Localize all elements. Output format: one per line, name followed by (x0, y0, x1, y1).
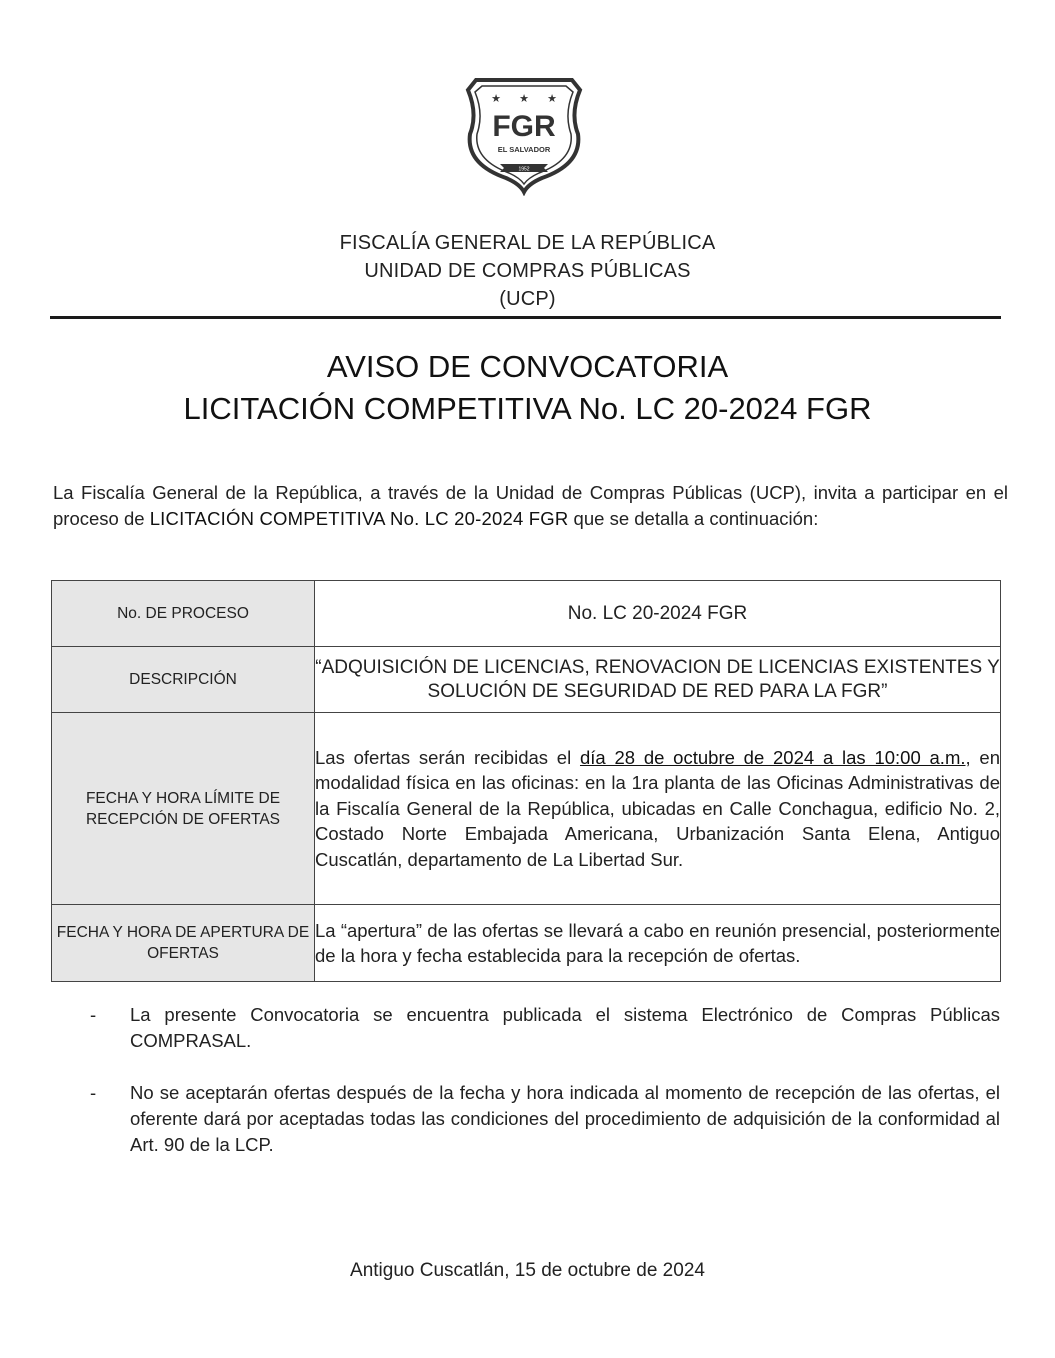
star-icon: ★ (519, 93, 529, 105)
svg-text:FGR: FGR (492, 110, 556, 143)
document-subtitle: LICITACIÓN COMPETITIVA No. LC 20-2024 FGR (183, 391, 872, 426)
star-icon: ★ (547, 93, 557, 105)
row-label: FECHA Y HORA DE APERTURA DE OFERTAS (52, 905, 315, 982)
table-row (52, 905, 1001, 982)
shield-icon (462, 74, 586, 196)
deadline-highlight: día 28 de octubre de 2024 a las 10:00 a.m. (579, 746, 966, 768)
table-row (52, 581, 1001, 647)
table-row (52, 713, 1001, 905)
list-item: - La presente Convocatoria se encuentra publicada el sistema Electrónico de Compras Públicas COMPRASAL. (90, 1004, 1000, 1051)
star-icon: ★ (491, 93, 501, 105)
svg-text:1952: 1952 (518, 166, 530, 173)
org-unit: UNIDAD DE COMPRAS PÚBLICAS (364, 260, 691, 282)
document-title: AVISO DE CONVOCATORIA (326, 349, 729, 384)
dash-bullet-icon: - (90, 1004, 97, 1025)
row-value: “ADQUISICIÓN DE LICENCIAS, RENOVACION DE LICENCIAS EXISTENTES Y SOLUCIÓN DE SEGURIDAD DE RED PARA LA FGR” (315, 647, 1001, 713)
row-value: No. LC 20-2024 FGR (315, 581, 1001, 647)
intro-highlight: LICITACIÓN COMPETITIVA No. LC 20-2024 FGR (149, 508, 569, 529)
list-item: - No se aceptarán ofertas después de la fecha y hora indicada al momento de recepción de las ofertas, el oferente dará por aceptadas todas las condiciones del procedimiento de adquisición de la conformidad al Art. 90 de la LCP. (90, 1082, 1000, 1155)
row-value: Las ofertas serán recibidas el día 28 de octubre de 2024 a las 10:00 a.m., en modalidad física en las oficinas: en la 1ra planta de las Oficinas Administrativas de la Fiscalía General de la República, ubicadas en Calle Conchagua, edificio No. 2, Costado Norte Embajada Americana, Urbanización Santa Elena, Antiguo Cuscatlán, departamento de La Libertad Sur. (315, 713, 1001, 905)
row-label: DESCRIPCIÓN (52, 647, 315, 713)
table-row (52, 647, 1001, 713)
row-label: No. DE PROCESO (52, 581, 315, 647)
dash-bullet-icon: - (90, 1082, 97, 1103)
row-value: La “apertura” de las ofertas se llevará a cabo en reunión presencial, posteriormente de la hora y fecha establecida para la recepción de ofertas. (315, 905, 1001, 982)
notes-list (90, 1002, 1000, 1158)
org-name: FISCALÍA GENERAL DE LA REPÚBLICA (339, 232, 716, 254)
fgr-logo (462, 74, 586, 196)
org-unit-acronym: (UCP) (499, 288, 556, 310)
process-details-table (51, 580, 1001, 982)
svg-text:EL SALVADOR: EL SALVADOR (497, 145, 551, 154)
header-divider (50, 316, 1001, 319)
row-label: FECHA Y HORA LÍMITE DE RECEPCIÓN DE OFERTAS (52, 713, 315, 905)
place-and-date: Antiguo Cuscatlán, 15 de octubre de 2024 (350, 1260, 705, 1281)
intro-paragraph: La Fiscalía General de la República, a través de la Unidad de Compras Públicas (UCP), invita a participar en el proceso de LICITACIÓN COMPETITIVA No. LC 20-2024 FGR que se detalla a continuación: (53, 482, 1008, 529)
